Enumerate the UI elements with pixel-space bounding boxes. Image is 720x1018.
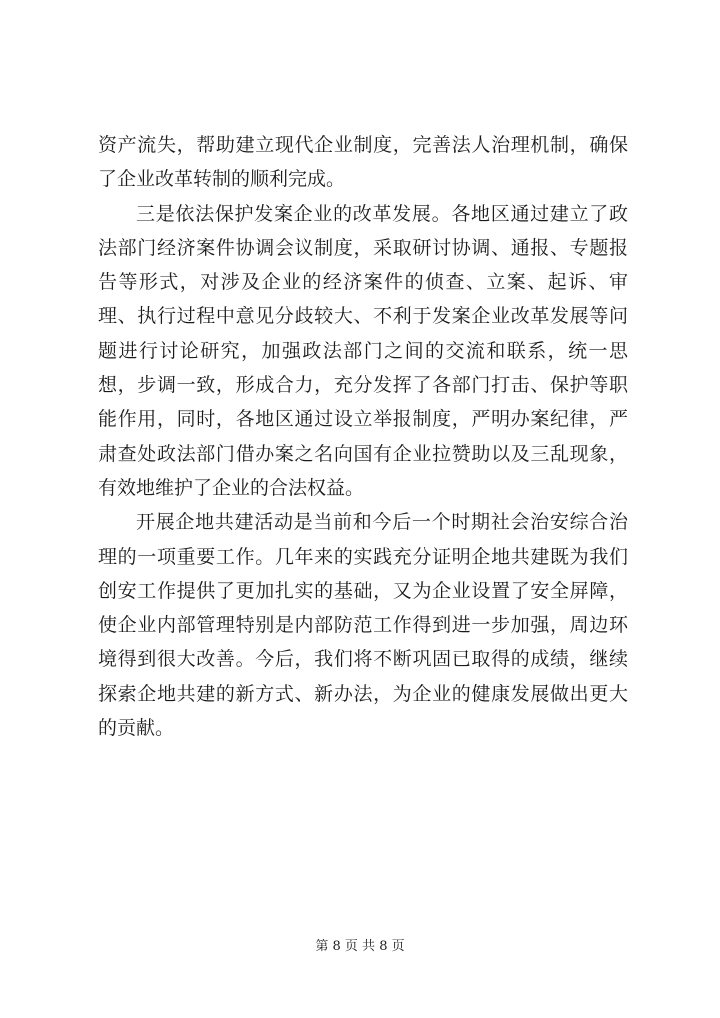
document-body [98,128,628,745]
paragraph-legal-protection: 三是依法保护发案企业的改革发展。各地区通过建立了政法部门经济案件协调会议制度，采取研讨协调、通报、专题报告等形式，对涉及企业的经济案件的侦查、立案、起诉、审理、执行过程中意见分歧较大、不利于发案企业改革发展等问题进行讨论研究，加强政法部门之间的交流和联系，统一思想，步调一致，形成合力，充分发挥了各部门打击、保护等职能作用，同时，各地区通过设立举报制度，严明办案纪律，严肃查处政法部门借办案之名向国有企业拉赞助以及三乱现象，有效地维护了企业的合法权益。 [98,202,628,499]
paragraph-continuation: 资产流失，帮助建立现代企业制度，完善法人治理机制，确保了企业改革转制的顺利完成。 [98,134,628,191]
page-number-footer: 第 8 页 共 8 页 [315,939,405,954]
paragraph-conclusion: 开展企地共建活动是当前和今后一个时期社会治安综合治理的一项重要工作。几年来的实践充分证明企地共建既为我们创安工作提供了更加扎实的基础，又为企业设置了安全屏障，使企业内部管理特别是内部防范工作得到进一步加强，周边环境得到很大改善。今后，我们将不断巩固已取得的成绩，继续探索企地共建的新方式、新办法，为企业的健康发展做出更大的贡献。 [98,511,628,740]
